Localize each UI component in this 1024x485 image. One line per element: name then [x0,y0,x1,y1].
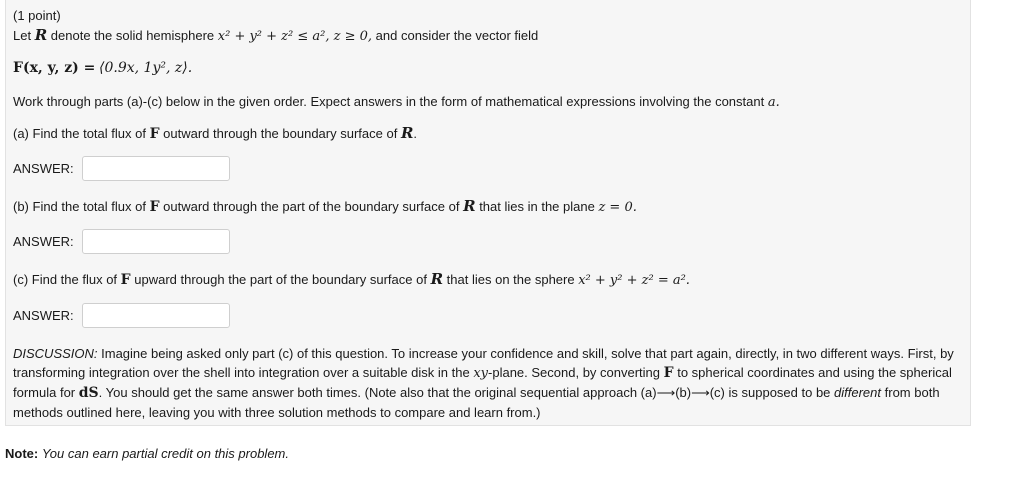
part-b-answer-input[interactable] [82,229,230,254]
part-a-question [13,125,417,142]
part-b-answer-label: ANSWER: [13,234,74,249]
part-c-answer-input[interactable] [82,303,230,328]
part-b-question [13,198,637,216]
field-symbol: F [120,272,131,288]
intro-suffix: and consider the vector field [375,28,539,43]
instructions-constant: a. [767,95,780,110]
part-b-text-end: that lies in the plane [479,199,595,214]
part-b-text: (b) Find the total flux of [13,199,146,214]
region-symbol: R [34,26,48,44]
xy-symbol: xy [473,366,489,381]
field-symbol: F [149,126,160,142]
discussion-text: to spherical coordinates and using the spherical formula for [13,365,952,400]
note-text: You can earn partial credit on this problem. [41,446,289,461]
region-symbol: R [463,197,476,215]
part-a-text-mid: outward through the boundary surface of [163,126,398,141]
part-a-answer-input[interactable] [82,156,230,181]
discussion-text: Imagine being asked only part (c) of this question. To increase your confidence and skill, solve that part again, directly, in two different ways. First, by transforming integration over the shell into integration over a suitable disk in the [13,346,954,380]
vector-field-definition [13,60,192,76]
discussion-text: from both methods outlined here, leaving you with three solution methods to compare and learn from.) [13,385,940,420]
discussion-emphasis: different [834,385,882,400]
region-symbol: R [400,124,414,142]
note-label: Note: [5,446,39,461]
sphere-equation: x² + y² + z² = a². [578,273,690,288]
field-symbol: F [663,365,674,381]
partial-credit-note [5,446,289,462]
part-c-text: (c) Find the flux of [13,272,118,287]
problem-intro [13,27,538,45]
part-c-text-mid: upward through the part of the boundary surface of [134,272,427,287]
hemisphere-inequality: x² + y² + z² ≤ a², z ≥ 0, [217,29,373,44]
instructions [13,94,780,111]
discussion-heading: DISCUSSION: [13,346,98,361]
discussion-paragraph [13,344,968,422]
plane-equation: z = 0. [598,200,637,215]
field-lhs: F(x, y, z) = [13,60,96,76]
ds-symbol: dS [78,385,99,401]
field-symbol: F [149,199,160,215]
part-b-text-mid: outward through the part of the boundary surface of [163,199,460,214]
part-a-answer-label: ANSWER: [13,161,74,176]
part-c-answer-label: ANSWER: [13,308,74,323]
field-rhs: ⟨0.9x, 1y², z⟩. [99,60,193,76]
part-c-question [13,271,690,289]
part-a-text-end: . [413,126,418,141]
points-label: (1 point) [13,8,61,23]
intro-prefix: Let [13,28,32,43]
discussion-text: -plane. Second, by converting [488,365,661,380]
intro-mid: denote the solid hemisphere [50,28,215,43]
region-symbol: R [430,270,444,288]
part-a-text: (a) Find the total flux of [13,126,146,141]
part-c-text-end: that lies on the sphere [446,272,575,287]
instructions-text: Work through parts (a)-(c) below in the given order. Expect answers in the form of mathematical expressions involving the constant [13,94,765,109]
discussion-text: . You should get the same answer both times. (Note also that the original sequential approach (a)⟶(b)⟶(c) is supposed to be [98,385,831,400]
